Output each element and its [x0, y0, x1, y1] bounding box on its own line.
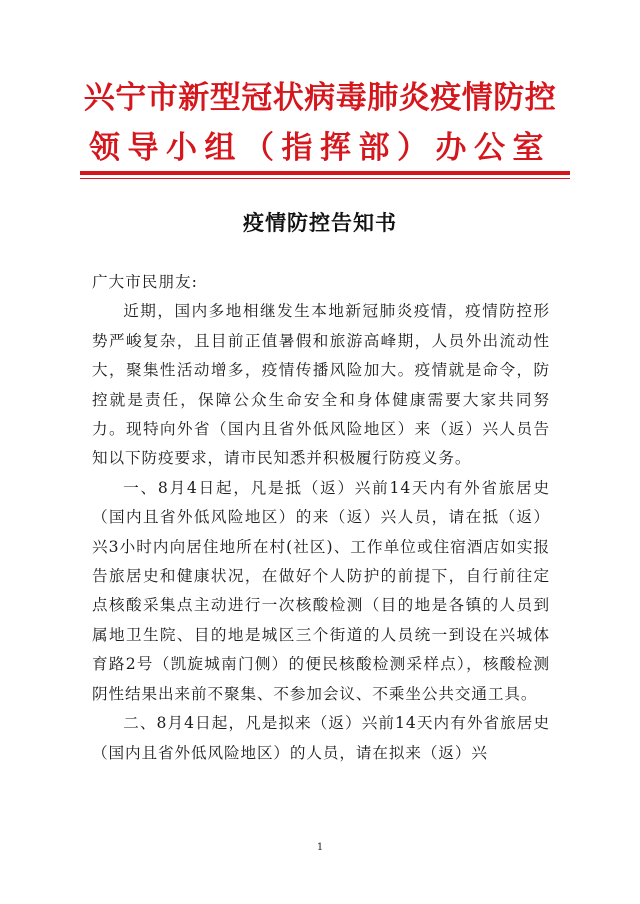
body-paragraph-item-2: 二、8月4日起，凡是拟来（返）兴前14天内有外省旅居史（国内且省外低风险地区）的人员，请在拟来（返）兴 [92, 714, 550, 762]
red-header-rule-thin [80, 178, 570, 179]
salutation: 广大市民朋友: [92, 273, 198, 291]
red-header-rule-thick [80, 171, 570, 175]
notice-body [92, 268, 550, 768]
page-number: 1 [316, 842, 324, 853]
issuer-heading-line2: 领导小组（指挥部）办公室 [89, 130, 551, 166]
notice-title: 疫情防控告知书 [243, 210, 397, 235]
body-paragraph-intro: 近期，国内多地相继发生本地新冠肺炎疫情，疫情防控形势严峻复杂，且目前正值暑假和旅游高峰期，人员外出流动性大，聚集性活动增多，疫情传播风险加大。疫情就是命令，防控就是责任，保障公众生命安全和身体健康需要大家共同努力。现特向外省（国内且省外低风险地区）来（返）兴人员告知以下防疫要求，请市民知悉并积极履行防疫义务。 [92, 302, 550, 468]
body-paragraph-item-1: 一、8月4日起，凡是抵（返）兴前14天内有外省旅居史（国内且省外低风险地区）的来（返）兴人员，请在抵（返）兴3小时内向居住地所在村(社区)、工作单位或住宿酒店如实报告旅居史和健康状况，在做好个人防护的前提下，自行前往定点核酸采集点主动进行一次核酸检测（目的地是各镇的人员到属地卫生院、目的地是城区三个街道的人员统一到设在兴城体育路2号（凯旋城南门侧）的便民核酸检测采样点），核酸检测阴性结果出来前不聚集、不参加会议、不乘坐公共交通工具。 [92, 478, 550, 703]
issuer-heading-line1: 兴宁市新型冠状病毒肺炎疫情防控 [83, 80, 557, 116]
